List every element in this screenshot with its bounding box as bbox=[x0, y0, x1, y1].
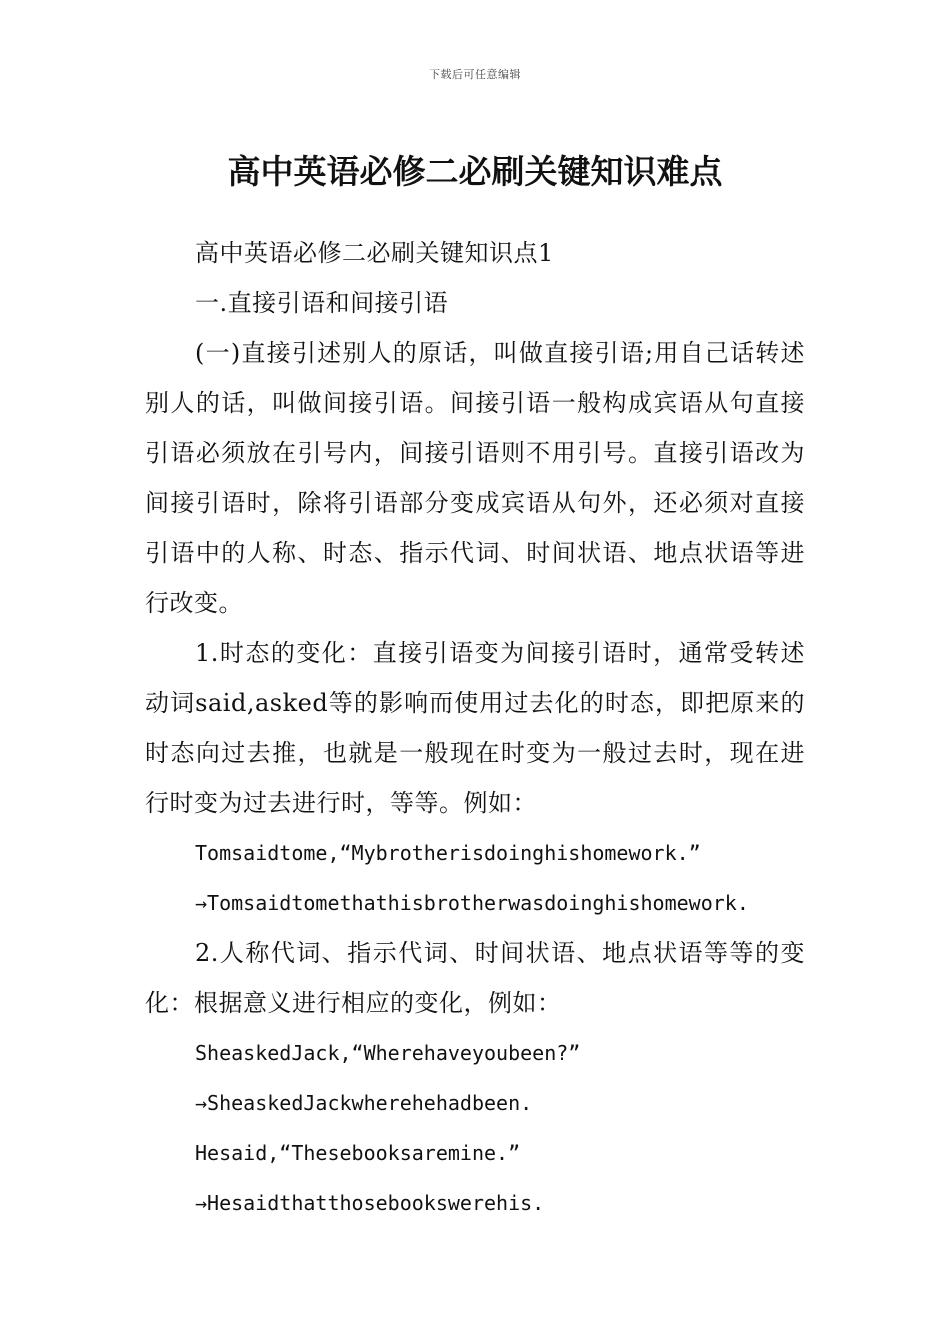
body-paragraph: 1.时态的变化：直接引语变为间接引语时，通常受转述动词said,asked等的影响而使用过去化的时态，即把原来的时态向过去推，也就是一般现在时变为一般过去时，现在进行时变为过去进行时，等等。例如： bbox=[145, 639, 805, 817]
header-note: 下载后可任意编辑 bbox=[429, 68, 521, 81]
example-sentence: Tomsaidtome,“Mybrotherisdoinghishomework.” bbox=[195, 841, 701, 865]
body-paragraph: (一)直接引述别人的原话，叫做直接引语;用自己话转述别人的话，叫做间接引语。间接引语一般构成宾语从句直接引语必须放在引号内，间接引语则不用引号。直接引语改为间接引语时，除将引语部分变成宾语从句外，还必须对直接引语中的人称、时态、指示代词、时间状语、地点状语等进行改变。 bbox=[145, 339, 805, 617]
example-conversion: →Hesaidthatthosebookswerehis. bbox=[195, 1191, 545, 1215]
example-sentence: SheaskedJack,“Wherehaveyoubeen?” bbox=[195, 1041, 581, 1065]
subsection-heading: 一.直接引语和间接引语 bbox=[195, 289, 449, 317]
example-conversion: →Tomsaidtomethathisbrotherwasdoinghishomework. bbox=[195, 891, 749, 915]
document-title: 高中英语必修二必刷关键知识难点 bbox=[227, 152, 723, 192]
example-sentence: Hesaid,“Thesebooksaremine.” bbox=[195, 1141, 521, 1165]
section-heading: 高中英语必修二必刷关键知识点1 bbox=[195, 239, 554, 267]
body-paragraph: 2.人称代词、指示代词、时间状语、地点状语等等的变化：根据意义进行相应的变化，例如： bbox=[145, 939, 805, 1017]
example-conversion: →SheaskedJackwherehehadbeen. bbox=[195, 1091, 533, 1115]
document-body bbox=[145, 228, 805, 1228]
